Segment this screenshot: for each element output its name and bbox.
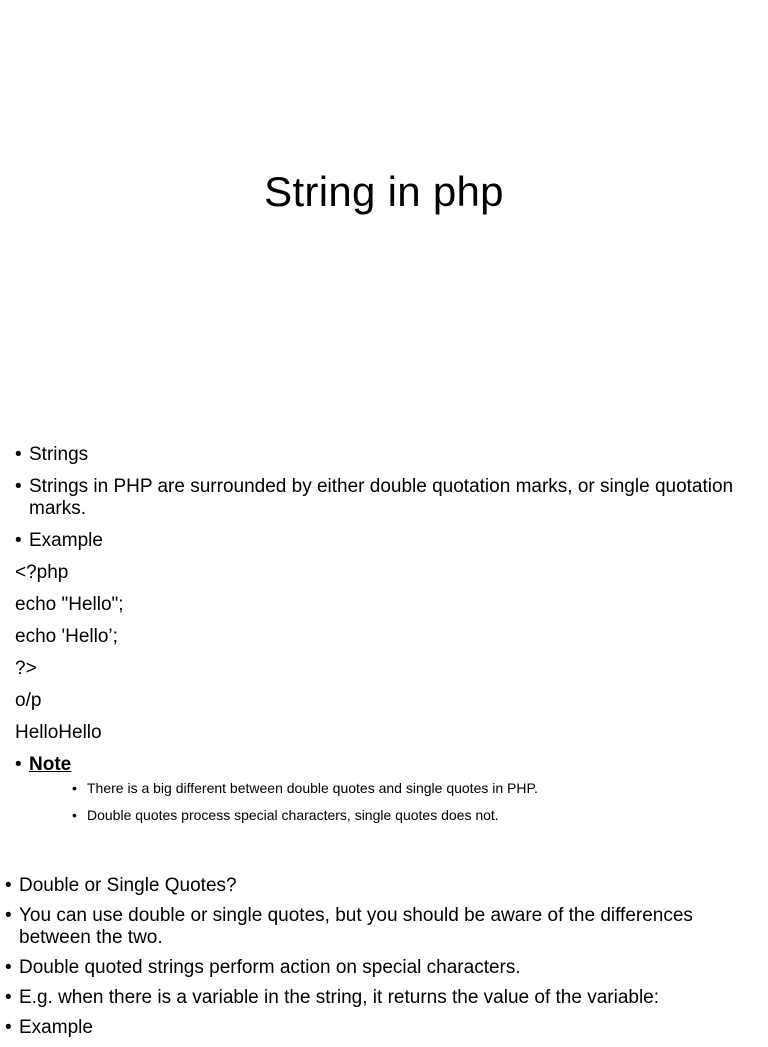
bullet-item: • E.g. when there is a variable in the string, it returns the value of the variable:	[5, 987, 763, 1009]
slide-title-heading: String in php	[264, 168, 504, 215]
bullet-item: • Double quoted strings perform action on special characters.	[5, 957, 763, 979]
bullet-item: • Example	[15, 530, 755, 552]
bullet-item: • You can use double or single quotes, but you should be aware of the differences between the two.	[5, 905, 763, 949]
bullet-item: • Example	[5, 1017, 763, 1039]
code-line: echo "Hello";	[15, 594, 124, 615]
code-line: ?>	[15, 658, 37, 679]
slide-quotes	[0, 858, 768, 1038]
bullet-item: • Double or Single Quotes?	[5, 875, 763, 897]
note-bullet	[15, 754, 755, 824]
slide-strings	[0, 430, 768, 858]
slide-title	[0, 0, 768, 430]
sub-bullet-item: • Double quotes process special characters, single quotes does not.	[29, 807, 755, 824]
bullet-item: • Strings	[15, 444, 755, 466]
note-sub-list	[29, 780, 755, 824]
code-line: echo 'Hello’;	[15, 626, 118, 647]
code-line: HelloHello	[15, 722, 102, 743]
code-line: o/p	[15, 690, 42, 711]
code-line: <?php	[15, 562, 69, 583]
sub-bullet-item: • There is a big different between double quotes and single quotes in PHP.	[29, 780, 755, 797]
bullet-item: • Strings in PHP are surrounded by either double quotation marks, or single quotation marks.	[15, 476, 755, 520]
note-label: Note	[29, 754, 72, 775]
quotes-bullet-list	[5, 875, 763, 1047]
strings-bullet-list	[15, 444, 755, 834]
